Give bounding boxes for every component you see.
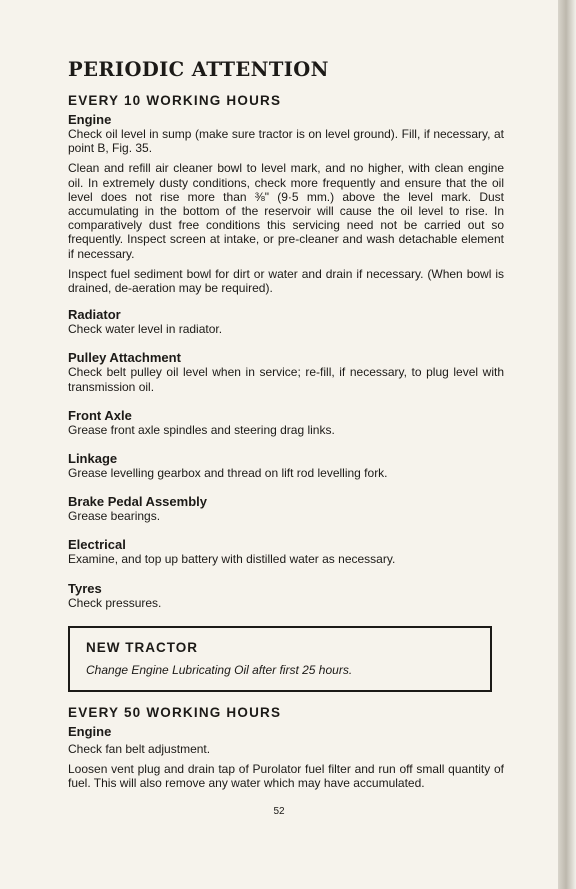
subheading-front-axle: Front Axle [68,407,132,423]
engine-paragraph-1: Check oil level in sump (make sure tractor is on level ground). Fill, if necessary, at point B, Fig. 35. [68,127,504,156]
section-50-hours [68,705,504,797]
subheading-tyres: Tyres [68,580,102,596]
group-radiator [68,307,504,336]
note-text: Change Engine Lubricating Oil after first 25 hours. [86,663,353,677]
subheading-radiator: Radiator [68,307,121,323]
subheading-pulley-attachment: Pulley Attachment [68,350,181,366]
subheading-engine: Engine [68,112,112,127]
engine-paragraph-3: Inspect fuel sediment bowl for dirt or water and drain if necessary. (When bowl is drained, de-aeration may be required). [68,266,504,296]
page-number: 52 [273,806,285,817]
electrical-text: Examine, and top up battery with distilled water as necessary. [68,552,396,567]
page-binding-edge [558,0,576,889]
subheading-linkage: Linkage [68,451,118,467]
radiator-text: Check water level in radiator. [68,322,223,337]
group-electrical [68,537,504,566]
group-pulley [68,350,504,393]
linkage-text: Grease levelling gearbox and thread on lift rod levelling fork. [68,466,388,481]
pulley-text: Check belt pulley oil level when in service; re-fill, if necessary, to plug level with transmission oil. [68,365,504,394]
subheading-engine-50: Engine [68,724,112,739]
front-axle-text: Grease front axle spindles and steering drag links. [68,422,335,437]
note-title: NEW TRACTOR [86,640,198,655]
section-heading-10-hours: EVERY 10 WORKING HOURS [68,93,282,108]
tyres-text: Check pressures. [68,595,162,610]
subheading-brake-pedal-assembly: Brake Pedal Assembly [68,494,207,510]
group-front-axle [68,408,504,437]
section-heading-50-hours: EVERY 50 WORKING HOURS [68,705,282,720]
group-engine [68,112,504,295]
brake-text: Grease bearings. [68,509,161,524]
page-content [68,58,504,624]
page-title: PERIODIC ATTENTION [68,58,329,81]
new-tractor-note-box [68,626,492,692]
subheading-electrical: Electrical [68,537,126,553]
group-linkage [68,451,504,480]
engine-paragraph-2: Clean and refill air cleaner bowl to level mark, and no higher, with clean engine oil. In extremely dusty conditions, check more frequently and ensure that the oil level does not rise more than ⅜" (9·5 mm.) above the level mark. Dust accumulating in the bottom of the reservoir will cause the oil level to rise. In comparatively dust free conditions this servicing need not be carried out so frequently. Inspect screen at intake, or pre-cleaner and wash detachable element if necessary. [68,161,504,261]
group-brake-pedal [68,494,504,523]
group-tyres [68,581,504,610]
engine50-paragraph-2: Loosen vent plug and drain tap of Purolator fuel filter and run off small quantity of fuel. This will also remove any water which may have accumulated. [68,762,504,791]
engine50-paragraph-1: Check fan belt adjustment. [68,742,211,756]
